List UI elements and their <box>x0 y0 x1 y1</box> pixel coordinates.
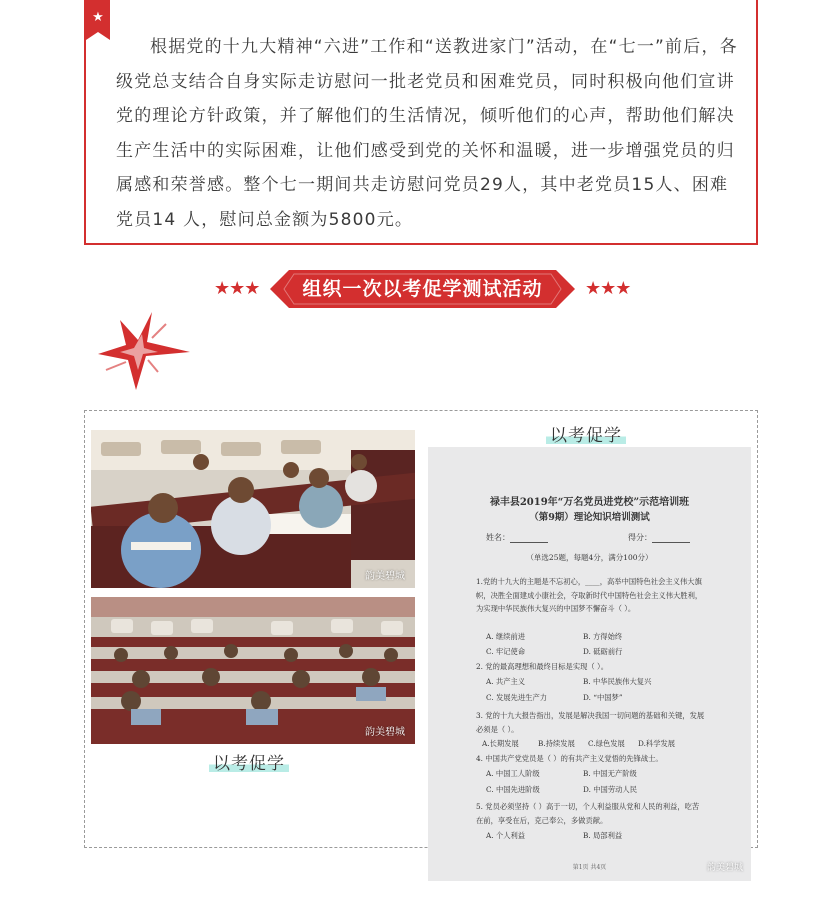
exam-option: C. 中国先进阶级 <box>486 785 540 794</box>
exam-option: D. 砥砺前行 <box>583 647 623 656</box>
intro-paragraph: 根据党的十九大精神“六进”工作和“送教进家门”活动，在“七一”前后，各级党总支结合自身实际走访慰问一批老党员和困难党员，同时积极向他们宣讲党的理论方针政策，并了解他们的生活情况，倾听他们的心声，帮助他们解决生产生活中的实际困难，让他们感受到党的关怀和温暖，进一步增强党员的归属感和荣誉感。整个七一期间共走访慰问党员29人，其中老党员15人、困难党员14 人，慰问总金额为5800元。 <box>116 37 738 230</box>
exam-option: B. 中华民族伟大复兴 <box>583 677 652 686</box>
exam-name-field <box>486 532 548 543</box>
exam-watermark: 韵美碧城 <box>706 863 743 873</box>
exam-name-label: 姓名： <box>486 533 510 542</box>
exam-option: B.持续发展 <box>538 739 575 748</box>
exam-option: C.绿色发展 <box>588 739 625 748</box>
exam-option: A. 中国工人阶级 <box>486 769 540 778</box>
exam-title: 禄丰县2019年“万名党员进党校”示范培训班 <box>489 497 690 508</box>
exam-option: C. 牢记使命 <box>486 647 526 656</box>
stars-right-icon: ★★★ <box>585 278 631 299</box>
exam-option: D. 中国劳动人民 <box>583 785 638 794</box>
exam-question: 1.党的十九大的主题是不忘初心，____，高举中国特色社会主义伟大旗帜，决胜全面建成小康社会，夺取新时代中国特色社会主义伟大胜利，为实现中华民族伟大复兴的中国梦不懈奋斗（ ）。 <box>476 577 703 613</box>
exam-photo-1 <box>91 430 415 588</box>
exam-question: 4. 中国共产党党员是（ ）的有共产主义觉悟的先锋战士。 <box>476 754 663 763</box>
exam-photo-2 <box>91 597 415 744</box>
exam-question: 3. 党的十九大报告指出，发展是解决我国一切问题的基础和关键，发展必须是（ ）。 <box>476 711 705 734</box>
exam-note: （单选25题，每题4分，满分100分） <box>526 553 653 562</box>
exam-option: A. 继续前进 <box>486 632 526 641</box>
stars-left-icon: ★★★ <box>214 278 260 299</box>
caption-top: 以考促学 <box>546 421 626 446</box>
brush-star-icon <box>96 312 192 392</box>
exam-subtitle: （第9期）理论知识培训测试 <box>529 512 650 523</box>
classroom-scene <box>91 430 415 588</box>
photo-watermark: 韵美碧城 <box>365 727 405 738</box>
exam-option: D. “中国梦” <box>583 693 623 702</box>
caption-bottom: 以考促学 <box>209 749 289 774</box>
exam-option: C. 发展先进生产力 <box>486 693 548 702</box>
exam-option: B. 中国无产阶级 <box>583 769 637 778</box>
section-title: 组织一次以考促学测试活动 <box>302 278 543 300</box>
exam-page-number: 第1页 共4页 <box>572 864 607 871</box>
exam-question: 2. 党的最高理想和最终目标是实现（ ）。 <box>476 662 608 671</box>
classroom-scene-wide <box>91 597 415 744</box>
exam-option: D.科学发展 <box>638 739 676 748</box>
intro-text-box <box>84 0 758 245</box>
exam-paper-photo <box>428 447 751 881</box>
exam-score-field <box>628 532 690 543</box>
section-heading <box>0 270 817 308</box>
exam-option: A. 个人利益 <box>486 831 526 840</box>
exam-question: 5. 党员必须坚持（ ）高于一切，个人利益服从党和人民的利益，吃苦在前，享受在后，克己奉公，多做贡献。 <box>476 802 700 825</box>
exam-option: A.长期发展 <box>482 739 519 748</box>
exam-option: B. 局部利益 <box>583 831 623 840</box>
bookmark-star-glyph: ★ <box>92 10 104 25</box>
exam-score-label: 得分： <box>628 533 652 542</box>
exam-option: A. 共产主义 <box>486 677 526 686</box>
exam-option: B. 方得始终 <box>583 632 623 641</box>
photo-watermark: 韵美碧城 <box>365 571 405 582</box>
bookmark-star-icon <box>86 0 110 40</box>
